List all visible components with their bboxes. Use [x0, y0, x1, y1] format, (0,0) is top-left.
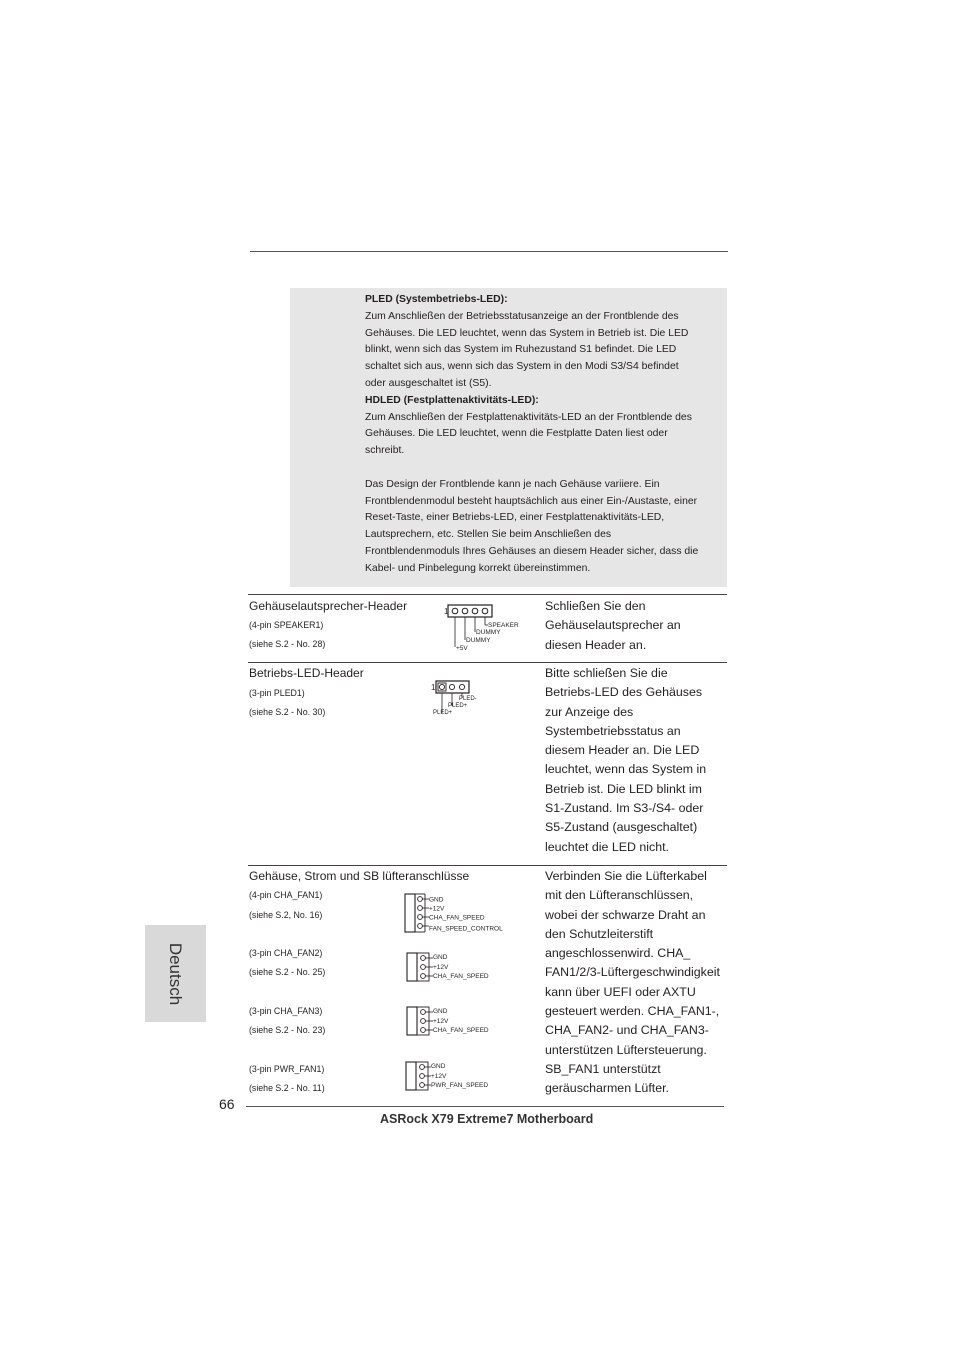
svg-text:PWR_FAN_SPEED: PWR_FAN_SPEED: [431, 1082, 489, 1089]
footer-title: ASRock X79 Extreme7 Motherboard: [380, 1112, 594, 1126]
pled-ref: (siehe S.2 - No. 30): [249, 707, 326, 717]
svg-text:GND: GND: [429, 896, 444, 904]
svg-text:+12V: +12V: [433, 1018, 449, 1025]
cha-fan1-diagram: [403, 891, 518, 935]
hdled-line: Gehäuses. Die LED leuchtet, wenn die Festplatte Daten liest oder: [365, 428, 668, 440]
fans-description: Verbinden Sie die Lüfterkabel mit den Lüfteranschlüssen, wobei der schwarze Draht an den Schutzleiterstift angeschlossenwird. CHA_ FAN1/2/3-Lüftergeschwindigkeit kann über UEFI oder AXTU gesteuert werden. CHA_FAN1-, CHA_FAN2- und CHA_FAN3- unterstützen Lüftersteuerung. SB_FAN1 unterstützt geräuscharmen Lüfter.: [545, 869, 720, 1096]
cha-fan2-diagram: [405, 950, 505, 984]
pled-pin: (3-pin PLED1): [249, 688, 305, 698]
pled-header-diagram: [428, 677, 488, 717]
fan-ref: (siehe S.2 - No. 11): [249, 1083, 325, 1093]
svg-text:GND: GND: [433, 954, 448, 961]
page-number: 66: [219, 1096, 235, 1112]
fans-title: Gehäuse, Strom und SB lüfteranschlüsse: [249, 869, 470, 883]
top-divider: [250, 251, 728, 252]
design-line: Das Design der Frontblende kann je nach Gehäuse variiere. Ein: [365, 478, 660, 490]
svg-text:+12V: +12V: [431, 1073, 447, 1080]
pin1-label: 1: [444, 607, 449, 616]
dummy-label: DUMMY: [476, 629, 501, 636]
fan-ref: (siehe S.2 - No. 25): [249, 967, 326, 977]
speaker-ref: (siehe S.2 - No. 28): [249, 639, 326, 649]
svg-text:CHA_FAN_SPEED: CHA_FAN_SPEED: [429, 914, 485, 922]
info-box-text: [365, 292, 727, 578]
svg-text:+12V: +12V: [429, 905, 445, 913]
hdled-heading: HDLED (Festplattenaktivitäts-LED):: [365, 394, 539, 406]
svg-text:GND: GND: [431, 1063, 446, 1070]
fan-pin: (3-pin CHA_FAN3): [249, 1006, 323, 1016]
cha-fan3-diagram: [405, 1004, 505, 1038]
speaker-pin: (4-pin SPEAKER1): [249, 620, 324, 630]
pled-line: schaltet sich aus, wenn sich das System in den Modi S3/S4 befindet: [365, 361, 679, 373]
design-line: Lautsprechern, etc. Stellen Sie beim Anschließen des: [365, 529, 612, 541]
fan-pin: (3-pin CHA_FAN2): [249, 948, 323, 958]
design-line: Reset-Taste, einer Betriebs-LED, einer Festplattenaktivitäts-LED,: [365, 512, 665, 524]
pwr-fan1-diagram: [404, 1059, 504, 1093]
pled-heading: PLED (Systembetriebs-LED):: [365, 294, 508, 305]
pled-line: Zum Anschließen der Betriebsstatusanzeige an der Frontblende des: [365, 310, 679, 322]
speaker-header-diagram: [440, 601, 530, 653]
dummy-label: DUMMY: [466, 637, 491, 644]
speaker-title: Gehäuselautsprecher-Header: [249, 599, 408, 613]
fan-pin: (4-pin CHA_FAN1): [249, 890, 323, 900]
svg-text:CHA_FAN_SPEED: CHA_FAN_SPEED: [433, 1027, 489, 1034]
fan-ref: (siehe S.2, No. 16): [249, 910, 323, 920]
fan-ref: (siehe S.2 - No. 23): [249, 1025, 326, 1035]
plus5v-label: +5V: [456, 645, 468, 652]
language-tab: [145, 925, 206, 1022]
pled-title: Betriebs-LED-Header: [249, 666, 364, 680]
pled-line: oder ausgeschaltet ist (S5).: [365, 377, 492, 389]
svg-text:CHA_FAN_SPEED: CHA_FAN_SPEED: [433, 973, 489, 980]
speaker-description: Schließen Sie den Gehäuselautsprecher an diesen Header an.: [545, 599, 681, 652]
design-line: Kabel- und Pinbelegung korrekt übereinstimmen.: [365, 562, 591, 574]
speaker-signal-label: SPEAKER: [488, 622, 519, 629]
pled-minus-label: PLED-: [459, 696, 477, 702]
design-line: Frontblendenmodul besteht hauptsächlich aus einer Ein-/Austaste, einer: [365, 495, 698, 507]
section-divider: [248, 865, 727, 866]
footer-divider: [246, 1106, 724, 1107]
section-divider: [248, 594, 727, 595]
hdled-line: schreibt.: [365, 445, 405, 457]
fan-pin: (3-pin PWR_FAN1): [249, 1064, 325, 1074]
svg-text:GND: GND: [433, 1008, 448, 1015]
svg-text:+12V: +12V: [433, 964, 449, 971]
pin1-label: 1: [431, 683, 436, 692]
pled-plus-label: PLED+: [448, 703, 468, 709]
svg-text:FAN_SPEED_CONTROL: FAN_SPEED_CONTROL: [429, 925, 503, 933]
design-line: Frontblendenmoduls Ihres Gehäuses an diesem Header sicher, dass die: [365, 545, 699, 557]
hdled-line: Zum Anschließen der Festplattenaktivitäts-LED an der Frontblende des: [365, 411, 692, 423]
pled-plus-label: PLED+: [433, 710, 453, 716]
pled-line: blinkt, wenn sich das System im Ruhezustand S1 befindet. Die LED: [365, 344, 677, 356]
pled-line: Gehäuses. Die LED leuchtet, wenn das System in Betrieb ist. Die LED: [365, 327, 689, 339]
language-tab-label: Deutsch: [166, 942, 186, 1005]
pled-description: Bitte schließen Sie die Betriebs-LED des Gehäuses zur Anzeige des Systembetriebsstatus an diesem Header an. Die LED leuchtet, wenn das System in Betrieb ist. Die LED blinkt im S1-Zustand. Im S3-/S4- oder S5-Zustand (ausgeschaltet) leuchtet die LED nicht.: [545, 666, 707, 854]
section-divider: [248, 662, 727, 663]
